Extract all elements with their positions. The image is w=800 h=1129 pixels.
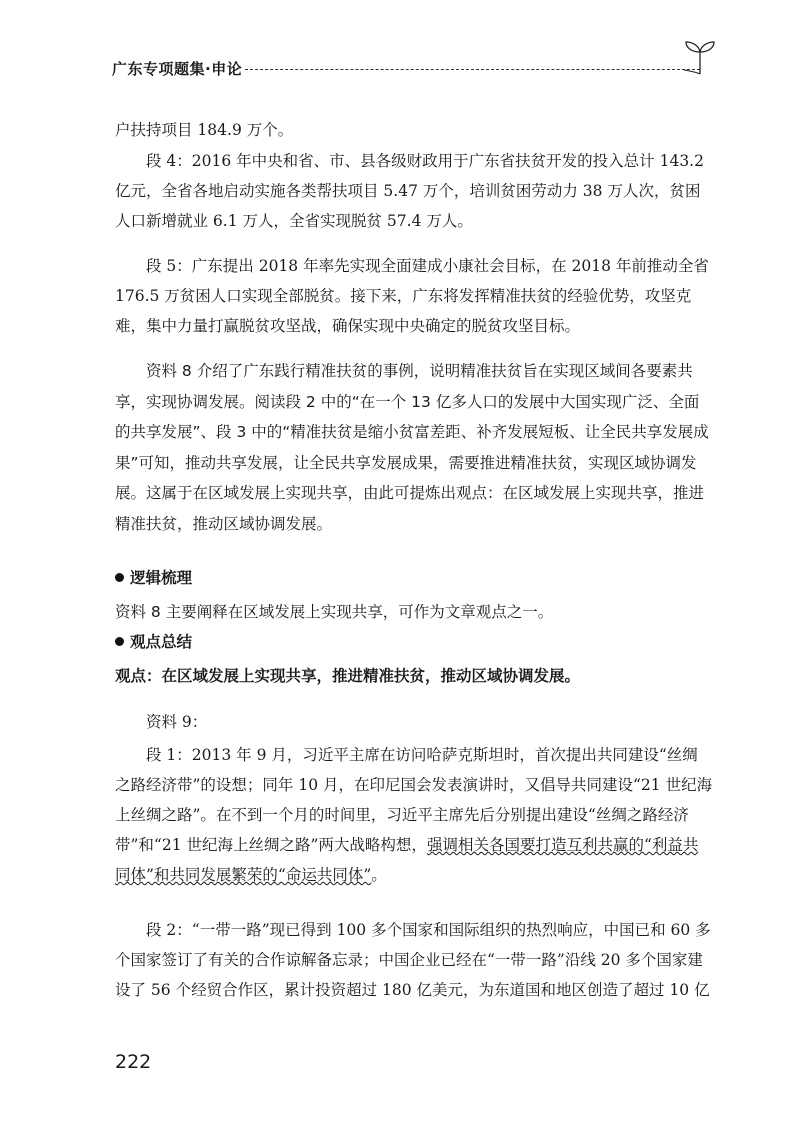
logic-paragraph: 资料 8 主要阐释在区域发展上实现共享，可作为文章观点之一。 [115, 603, 554, 621]
underlined-emphasis: 强调相关各国要打造互利共赢的“利益共同体”和共同发展繁荣的“命运共同体” [115, 836, 699, 884]
paragraph-9-segment-2: 段 2：“一带一路”现已得到 100 多个国家和国际组织的热烈响应，中国已和 60 多个国家签订了有关的合作谅解备忘录；中国企业已经在“一带一路”沿线 20 多个国家建设了 56 个经贸合作区，累计投资超过 180 亿美元，为东道国和地区创造了超过 10 亿 [115, 921, 711, 999]
bullet-dot-icon [115, 637, 124, 646]
segment-1-end: 。 [371, 866, 387, 884]
bullet-logic [115, 566, 192, 588]
running-header-title: 广东专项题集·申论 [112, 60, 243, 78]
summary-paragraph: 观点：在区域发展上实现共享，推进精准扶贫，推动区域协调发展。 [115, 667, 581, 685]
page-number: 222 [115, 1051, 152, 1073]
analysis-paragraph: 资料 8 介绍了广东践行精准扶贫的事例，说明精准扶贫旨在实现区域间各要素共享，实现协调发展。阅读段 2 中的“在一个 13 亿多人口的发展中大国实现广泛、全面的共享发展”、段 3 中的“精准扶贫是缩小贫富差距、补齐发展短板、让全民共享发展成果”可知，推动共享发展，让全民共享发展成果，需要推进精准扶贫，实现区域协调发展。这属于在区域发展上实现共享，由此可提炼出观点：在区域发展上实现共享，推进精准扶贫，推动区域协调发展。 [115, 362, 709, 533]
bullet-dot-icon [115, 573, 124, 582]
paragraph-segment-5: 段 5：广东提出 2018 年率先实现全面建成小康社会目标，在 2018 年前推动全省 176.5 万贫困人口实现全部脱贫。接下来，广东将发挥精准扶贫的经验优势，攻坚克难，集中力量打赢脱贫攻坚战，确保实现中央确定的脱贫攻坚目标。 [115, 257, 709, 335]
header-divider [245, 69, 700, 70]
segment-1-text: 段 1：2013 年 9 月，习近平主席在访问哈萨克斯坦时，首次提出共同建设“丝绸之路经济带”的设想；同年 10 月，在印尼国会发表演讲时，又倡导共同建设“21 世纪海上丝绸之路”。在不到一个月的时间里，习近平主席先后分别提出建设“丝绸之路经济带”和“21 世纪海上丝绸之路”两大战略构想， [115, 746, 713, 854]
bullet-summary-label: 观点总结 [130, 633, 193, 651]
paragraph-continued: 户扶持项目 184.9 万个。 [115, 121, 294, 139]
sprout-icon [682, 36, 718, 76]
bullet-logic-label: 逻辑梳理 [130, 569, 193, 587]
paragraph-9-segment-1 [115, 740, 713, 890]
paragraph-segment-4: 段 4：2016 年中央和省、市、县各级财政用于广东省扶贫开发的投入总计 143.2 亿元，全省各地启动实施各类帮扶项目 5.47 万个，培训贫困劳动力 38 万人次，贫困人口新增就业 6.1 万人，全省实现脱贫 57.4 万人。 [115, 152, 704, 230]
material-9-heading: 资料 9： [146, 713, 208, 731]
bullet-summary [115, 630, 192, 652]
